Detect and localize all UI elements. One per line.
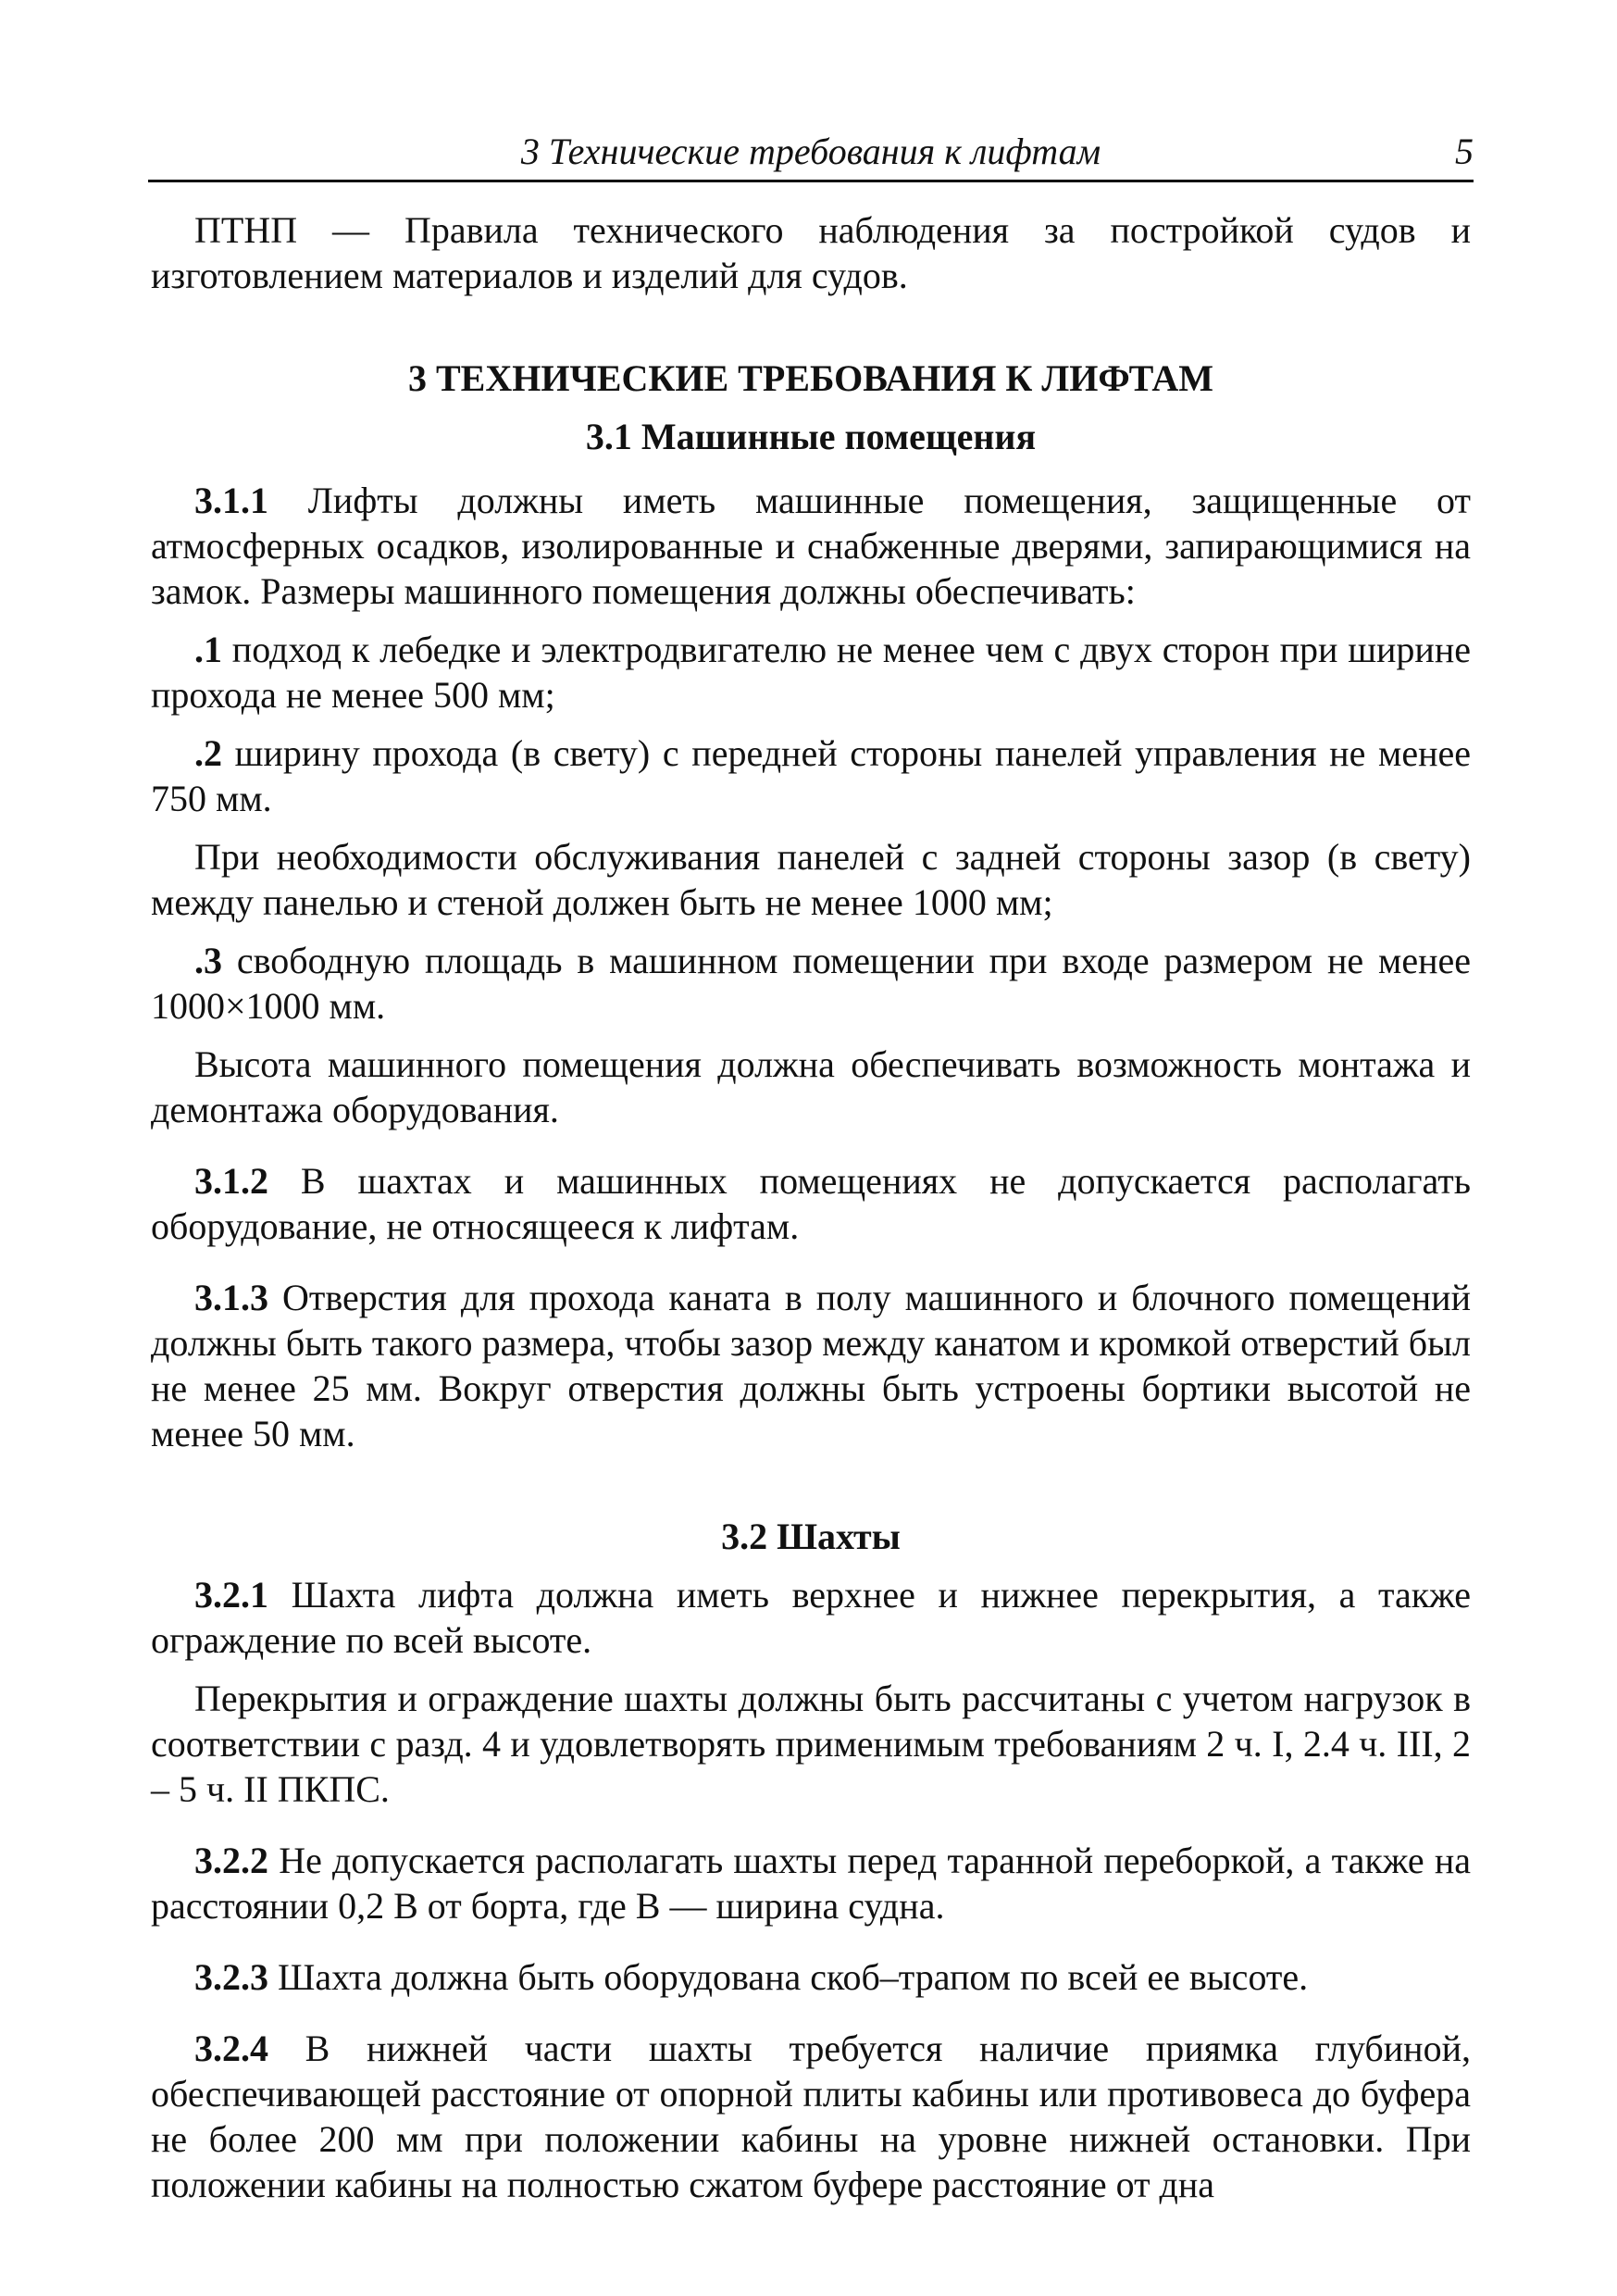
subsection-title-3-1: 3.1 Машинные помещения <box>585 416 1037 457</box>
paragraph-number: 3.1.1 <box>194 480 268 521</box>
list-item-2-note: При необходимости обслуживания панелей с задней стороны зазор (в свету) между панелью и стеной должен быть не менее 1000 мм; <box>151 836 1471 923</box>
list-item-text: ширину прохода (в свету) с передней стороны панелей управления не менее 750 мм. <box>151 732 1471 819</box>
list-item-number: .3 <box>194 940 222 981</box>
section-title: 3 ТЕХНИЧЕСКИЕ ТРЕБОВАНИЯ К ЛИФТАМ <box>407 357 1214 399</box>
paragraph-text: Шахта должна быть оборудована скоб–трапом по всей ее высоте. <box>268 1956 1309 1998</box>
paragraph-number: 3.2.2 <box>194 1840 268 1881</box>
paragraph-3-1-3 <box>151 1275 1471 1456</box>
paragraph-3-2-1 <box>151 1572 1471 1663</box>
running-header <box>148 128 1474 176</box>
paragraph-text: Отверстия для прохода каната в полу машинного и блочного помещений должны быть такого размера, чтобы зазор между канатом и кромкой отверстий был не менее 25 мм. Вокруг отверстия должны быть устроены бортики высотой не менее 50 мм. <box>151 1277 1471 1454</box>
paragraph-3-2-1-note: Перекрытия и ограждение шахты должны быть рассчитаны с учетом нагрузок в соответствии с разд. 4 и удовлетворять применимым требованиям 2 ч. I, 2.4 ч. III, 2 – 5 ч. II ПКПС. <box>151 1678 1471 1810</box>
list-item-1 <box>151 627 1471 718</box>
list-item-2 <box>151 730 1471 821</box>
list-item-text: свободную площадь в машинном помещении при входе размером не менее 1000×1000 мм. <box>151 940 1471 1027</box>
paragraph-text: В шахтах и машинных помещениях не допускается располагать оборудование, не относящееся к лифтам. <box>151 1160 1471 1247</box>
intro-paragraph: ПТНП — Правила технического наблюдения за постройкой судов и изготовлением материалов и изделий для судов. <box>151 209 1471 296</box>
paragraph-3-2-4 <box>151 2026 1471 2207</box>
paragraph-3-2-2 <box>151 1838 1471 1928</box>
paragraph-text: Не допускается располагать шахты перед таранной переборкой, а также на расстоянии 0,2 В от борта, где В — ширина судна. <box>151 1840 1471 1927</box>
paragraph-3-1-2 <box>151 1158 1471 1249</box>
subsection-title-3-2: 3.2 Шахты <box>721 1516 901 1557</box>
list-item-number: .1 <box>194 629 222 670</box>
paragraph-number: 3.2.1 <box>194 1574 268 1616</box>
running-header-title: 3 Технические требования к лифтам <box>520 131 1101 172</box>
body-text <box>151 207 1471 2207</box>
page-number: 5 <box>1455 131 1474 172</box>
paragraph-text: Лифты должны иметь машинные помещения, защищенные от атмосферных осадков, изолированные и снабженные дверями, запирающимися на замок. Размеры машинного помещения должны обеспечивать: <box>151 480 1471 612</box>
list-item-number: .2 <box>194 732 222 774</box>
paragraph-number: 3.1.2 <box>194 1160 268 1202</box>
paragraph-3-2-3 <box>151 1954 1471 2000</box>
list-item-3 <box>151 938 1471 1029</box>
paragraph-3-1-1 <box>151 478 1471 614</box>
header-rule <box>148 180 1474 182</box>
paragraph-number: 3.2.4 <box>194 2028 268 2069</box>
paragraph-number: 3.1.3 <box>194 1277 268 1318</box>
height-note-paragraph: Высота машинного помещения должна обеспечивать возможность монтажа и демонтажа оборудования. <box>151 1043 1471 1130</box>
paragraph-number: 3.2.3 <box>194 1956 268 1998</box>
paragraph-text: Шахта лифта должна иметь верхнее и нижнее перекрытия, а также ограждение по всей высоте. <box>151 1574 1471 1661</box>
paragraph-text: В нижней части шахты требуется наличие приямка глубиной, обеспечивающей расстояние от опорной плиты кабины или противовеса до буфера не более 200 мм при положении кабины на уровне нижней остановки. При положении кабины на полностью сжатом буфере расстояние от дна <box>151 2028 1471 2205</box>
list-item-text: подход к лебедке и электродвигателю не менее чем с двух сторон при ширине прохода не менее 500 мм; <box>151 629 1471 716</box>
